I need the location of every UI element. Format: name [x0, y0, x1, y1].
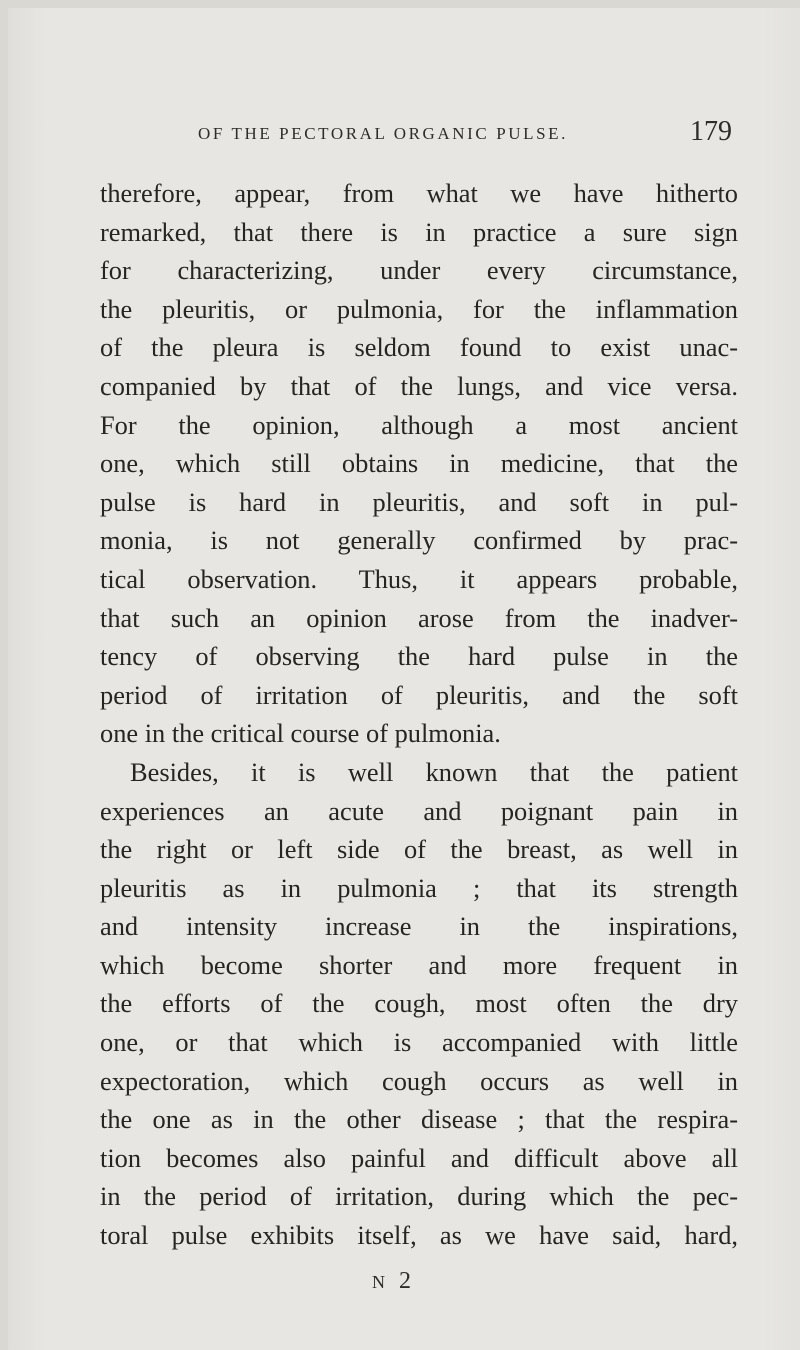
text-line: one, which still obtains in medicine, that the: [100, 448, 738, 479]
page-number: 179: [690, 116, 732, 147]
text-line: pleuritis as in pulmonia ; that its strength: [100, 872, 738, 903]
text-line: the right or left side of the breast, as well in: [100, 834, 738, 865]
text-line: that such an opinion arose from the inadver-: [100, 602, 738, 633]
text-line: pulse is hard in pleuritis, and soft in pul-: [100, 486, 738, 517]
text-line: toral pulse exhibits itself, as we have said, hard,: [100, 1220, 738, 1251]
text-line: monia, is not generally confirmed by prac-: [100, 525, 738, 556]
text-line: and intensity increase in the inspirations,: [100, 911, 738, 942]
text-line: expectoration, which cough occurs as well in: [100, 1065, 738, 1096]
running-head: [88, 116, 748, 150]
text-line: of the pleura is seldom found to exist unac-: [100, 332, 738, 363]
text-line: tency of observing the hard pulse in the: [100, 641, 738, 672]
text-line: tion becomes also painful and difficult above all: [100, 1142, 738, 1173]
text-line: in the period of irritation, during which the pec-: [100, 1181, 738, 1212]
text-line: for characterizing, under every circumstance,: [100, 255, 738, 286]
text-line: the efforts of the cough, most often the dry: [100, 988, 738, 1019]
text-line: experiences an acute and poignant pain in: [100, 795, 738, 826]
text-line: tical observation. Thus, it appears probable,: [100, 563, 738, 594]
running-title: OF THE PECTORAL ORGANIC PULSE.: [198, 124, 569, 143]
paragraph-first-line: Besides, it is well known that the patient: [130, 756, 738, 787]
text-line: period of irritation of pleuritis, and the soft: [100, 679, 738, 710]
signature-mark: [372, 1268, 417, 1295]
text-line: which become shorter and more frequent in: [100, 949, 738, 980]
text-line: companied by that of the lungs, and vice versa.: [100, 370, 738, 401]
body-text: [100, 174, 738, 1255]
paragraph-last-line: one in the critical course of pulmonia.: [100, 718, 501, 749]
text-line: therefore, appear, from what we have hitherto: [100, 178, 738, 208]
text-line: the pleuritis, or pulmonia, for the inflammation: [100, 293, 738, 324]
text-line: one, or that which is accompanied with little: [100, 1027, 738, 1058]
signature-number: 2: [399, 1268, 417, 1294]
signature-letter: N: [372, 1272, 387, 1292]
text-line: For the opinion, although a most ancient: [100, 409, 738, 440]
book-page: [8, 8, 800, 1350]
text-line: the one as in the other disease ; that the respira-: [100, 1104, 738, 1135]
text-line: remarked, that there is in practice a sure sign: [100, 216, 738, 247]
